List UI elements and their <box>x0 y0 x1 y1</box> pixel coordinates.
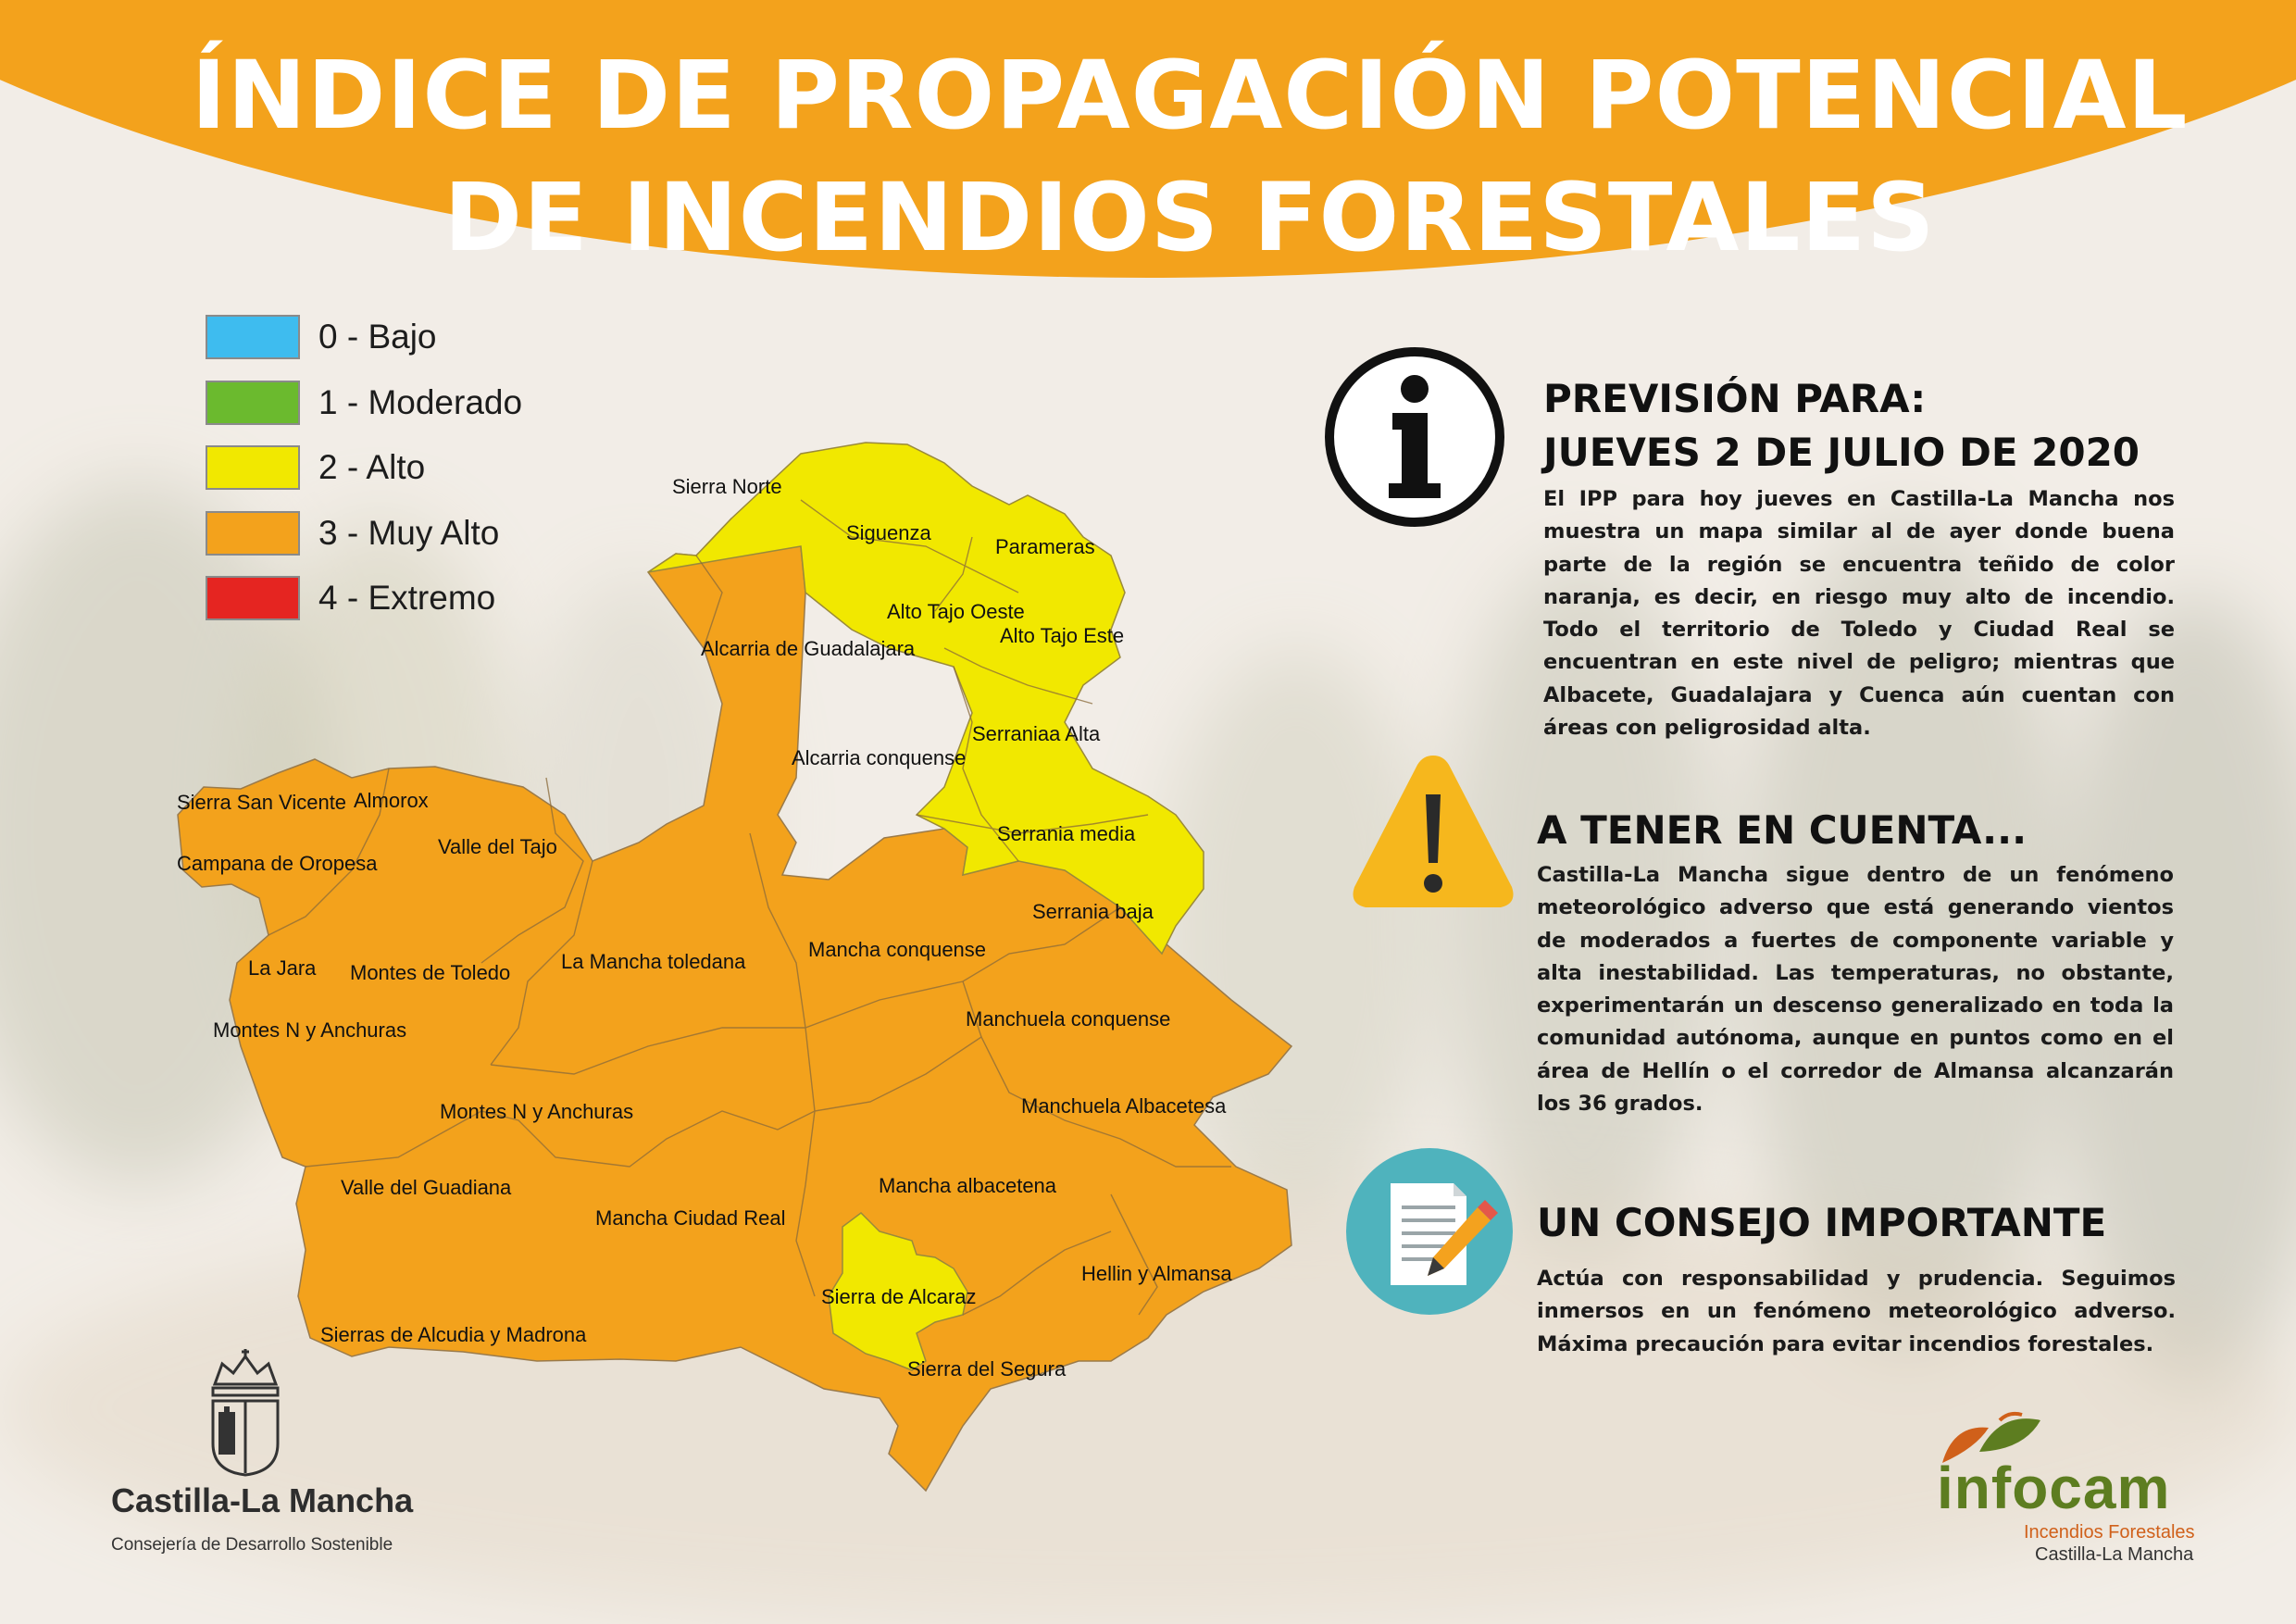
region-label: Montes N y Anchuras <box>213 1018 407 1042</box>
region-label: Sierra del Segura <box>907 1357 1067 1380</box>
region-label: Sierra Norte <box>672 475 782 498</box>
warning-title: A TENER EN CUENTA... <box>1537 807 2028 853</box>
region-label: Montes de Toledo <box>350 961 511 984</box>
infocam-subtitle-2: Castilla-La Mancha <box>2035 1544 2194 1565</box>
info-icon <box>1322 344 1507 530</box>
region-label: Manchuela conquense <box>966 1007 1171 1031</box>
region-label: Mancha conquense <box>808 938 987 961</box>
region-label: Manchuela Albacetesa <box>1021 1094 1227 1118</box>
document-pencil-icon <box>1344 1146 1515 1317</box>
forecast-title <box>1543 372 2140 480</box>
forecast-title-line-2: JUEVES 2 DE JULIO DE 2020 <box>1543 430 2140 475</box>
region-label: Campana de Oropesa <box>177 852 378 875</box>
region-label: Serrania baja <box>1032 900 1154 923</box>
region-label: Mancha Ciudad Real <box>595 1206 786 1230</box>
forecast-title-line-1: PREVISIÓN PARA: <box>1543 376 1927 421</box>
region-label: Mancha albacetena <box>879 1174 1057 1197</box>
region-label: Sierra de Alcaraz <box>821 1285 977 1308</box>
legend-label-moderado: 1 - Moderado <box>318 382 523 421</box>
region-label: La Mancha toledana <box>561 950 746 973</box>
infocam-logo: infocam <box>1937 1455 2171 1521</box>
region-label: Almorox <box>354 789 429 812</box>
region-label: Sierra San Vicente <box>177 791 347 814</box>
legend-label-alto: 2 - Alto <box>318 448 426 486</box>
region-label: Alto Tajo Oeste <box>887 600 1025 623</box>
forecast-text: El IPP para hoy jueves en Castilla-La Mancha nos muestra un mapa similar al de ayer donde buena parte de la región se encuentra teñido de color naranja, es decir, en riesgo muy alto de incendio. Todo el territorio de Toledo y Ciudad Real se encuentran en este nivel de peligro; mientras que Albacete, Guadalajara y Cuenca aún cuentan con áreas con peligrosidad alta. <box>1543 487 2175 741</box>
warning-icon <box>1347 748 1519 915</box>
advice-text: Actúa con responsabilidad y prudencia. Seguimos inmersos en un fenómeno meteorológico adverso. Máxima precaución para evitar incendios forestales. <box>1537 1267 2176 1356</box>
title-line-1: ÍNDICE DE PROPAGACIÓN POTENCIAL <box>191 41 2189 151</box>
region-label: Alcarria de Guadalajara <box>701 637 916 660</box>
infocam-subtitle-1: Incendios Forestales <box>2024 1522 2195 1543</box>
consejeria-label: Consejería de Desarrollo Sostenible <box>111 1535 393 1555</box>
region-label: Montes N y Anchuras <box>440 1100 634 1123</box>
region-label: Alcarria conquense <box>792 746 967 769</box>
region-label: Hellin y Almansa <box>1081 1262 1232 1285</box>
region-label: Serrania media <box>997 822 1136 845</box>
title-line-2: DE INCENDIOS FORESTALES <box>443 163 1936 273</box>
region-label: Siguenza <box>846 521 931 544</box>
region-label: Parameras <box>995 535 1095 558</box>
legend-label-muy-alto: 3 - Muy Alto <box>318 513 500 552</box>
legend-label-bajo: 0 - Bajo <box>318 318 437 356</box>
advice-title: UN CONSEJO IMPORTANTE <box>1537 1200 2107 1245</box>
region-label: Valle del Tajo <box>438 835 557 858</box>
warning-text: Castilla-La Mancha sigue dentro de un fenómeno meteorológico adverso que está generando vientos de moderados a fuertes de componente variable y alta inestabilidad. Las temperaturas, no obstante, experimentarán un descenso generalizado en toda la comunidad autónoma, aunque en puntos como en el área de Hellín o el corredor de Almansa alcanzarán los 36 grados. <box>1537 863 2174 1117</box>
region-label: Valle del Guadiana <box>341 1176 512 1199</box>
coat-of-arms-icon <box>204 1347 287 1477</box>
region-label: Serraniaa Alta <box>972 722 1101 745</box>
legend-label-extremo: 4 - Extremo <box>318 579 496 617</box>
region-label: Alto Tajo Este <box>1000 624 1125 647</box>
region-label: La Jara <box>248 956 317 980</box>
region-label: Sierras de Alcudia y Madrona <box>320 1323 587 1346</box>
castilla-la-mancha-logo: Castilla-La Mancha <box>111 1481 414 1519</box>
